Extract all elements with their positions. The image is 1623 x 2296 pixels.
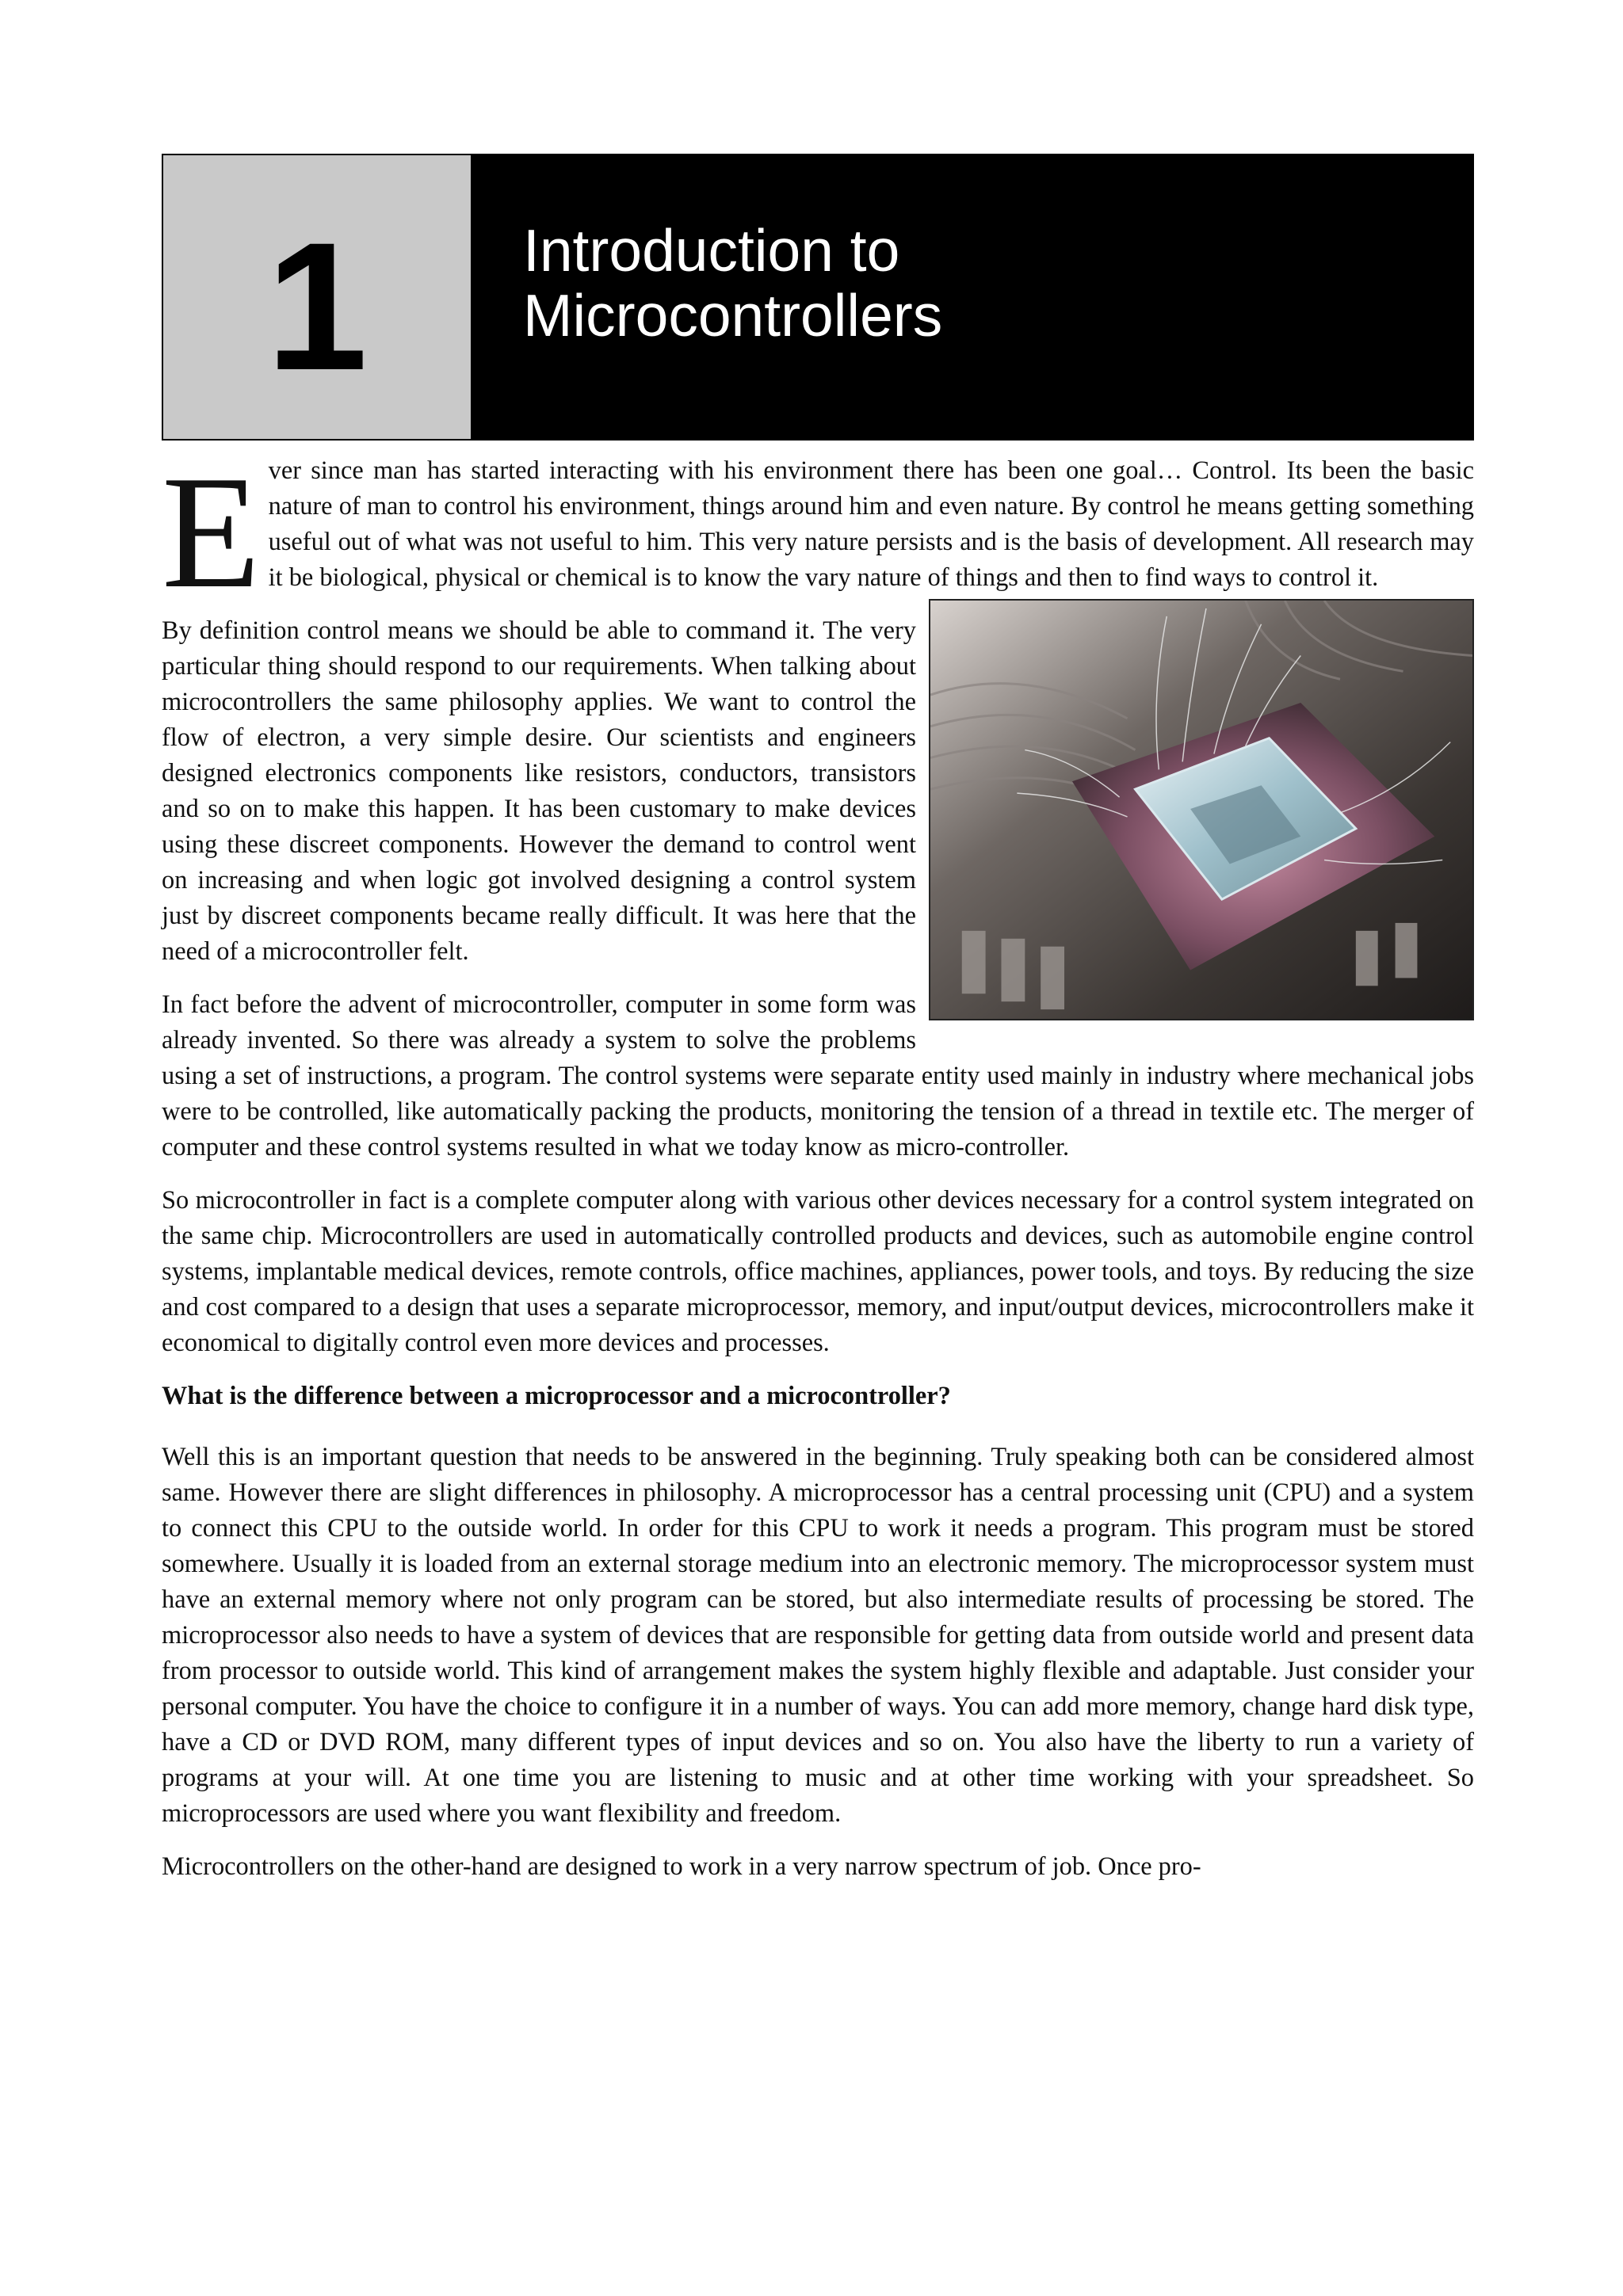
chapter-number-box	[163, 155, 471, 439]
chapter-number: 1	[266, 204, 368, 408]
document-page	[162, 154, 1474, 1885]
microchip-image	[930, 601, 1472, 1019]
microprocessor-paragraph: Well this is an important question that needs to be answered in the beginning. Truly speaking both can be considered almost same. However there are slight differences in philosophy. A microprocessor has a central processing unit (CPU) and a system to connect this CPU to the outside world. In order for this CPU to work it needs a program. This program must be stored somewhere. Usually it is loaded from an external storage medium into an electronic memory. The microprocessor system must have an external memory where not only program can be stored, but also intermediate results of processing be stored. The microprocessor also needs to have a system of devices that are responsible for getting data from outside world and present data from processor to outside world. This kind of arrangement makes the system highly flexible and adaptable. Just consider your personal computer. You have the choice to configure it in a number of ways. You can add more memory, change hard disk type, have a CD or DVD ROM, many different types of input devices and so on. You also have the liberty to run a variety of programs at your will. At one time you are listening to music and at other time working with your spreadsheet. So microprocessors are used where you want flexibility and freedom.	[162, 1443, 1474, 1829]
chapter-title-line-2: Microcontrollers	[523, 282, 943, 349]
chapter-title	[523, 218, 942, 349]
microchip-photo	[929, 599, 1474, 1020]
definition-paragraph: By definition control means we should be able to command it. The very particular thing should respond to our requirements. When talking about microcontrollers the same philosophy applies. We want to control the flow of electron, a very simple desire. Our scientists and engineers designed electronics components like resistors, conductors, transistors and so on to make this happen. It has been customary to make devices using these discreet components. However the demand to control went on increasing and when logic got involved designing a control system just by discreet components became really difficult. It was here that the need of a microcontroller felt.	[162, 616, 916, 966]
chapter-title-box	[471, 155, 1472, 439]
intro-paragraph	[162, 443, 1474, 622]
chapter-title-line-1: Introduction to	[523, 216, 900, 284]
microcontroller-paragraph: Microcontrollers on the other-hand are designed to work in a very narrow spectrum of job. Once pro-	[162, 1852, 1201, 1882]
intro-paragraph-text: ver since man has started interacting with his environment there has been one goal… Control. Its been the basic nature of man to control his environment, things around him and even nature. By control he means getting something useful out of what was not useful to him. This very nature persists and is the basis of development. All research may it be biological, physical or chemical is to know the vary nature of things and then to find ways to control it.	[268, 456, 1474, 592]
drop-cap: E	[162, 443, 261, 622]
summary-paragraph: So microcontroller in fact is a complete computer along with various other devices necessary for a control system integrated on the same chip. Microcontrollers are used in automatically controlled products and devices, such as automobile engine control systems, implantable medical devices, remote controls, office machines, appliances, power tools, and toys. By reducing the size and cost compared to a design that uses a separate microprocessor, memory, and input/output devices, microcontrollers make it economical to digitally control even more devices and processes.	[162, 1186, 1474, 1357]
section-heading: What is the difference between a microprocessor and a microcontroller?	[162, 1382, 951, 1410]
chapter-header	[162, 154, 1474, 441]
history-paragraph: In fact before the advent of microcontroller, computer in some form was already invented. So there was already a system to solve the problems using a set of instructions, a program. The control systems were separate entity used mainly in industry where mechanical jobs were to be controlled, like automatically packing the products, monitoring the tension of a thread in textile etc. The merger of computer and these control systems resulted in what we today know as micro-controller.	[162, 990, 1474, 1161]
